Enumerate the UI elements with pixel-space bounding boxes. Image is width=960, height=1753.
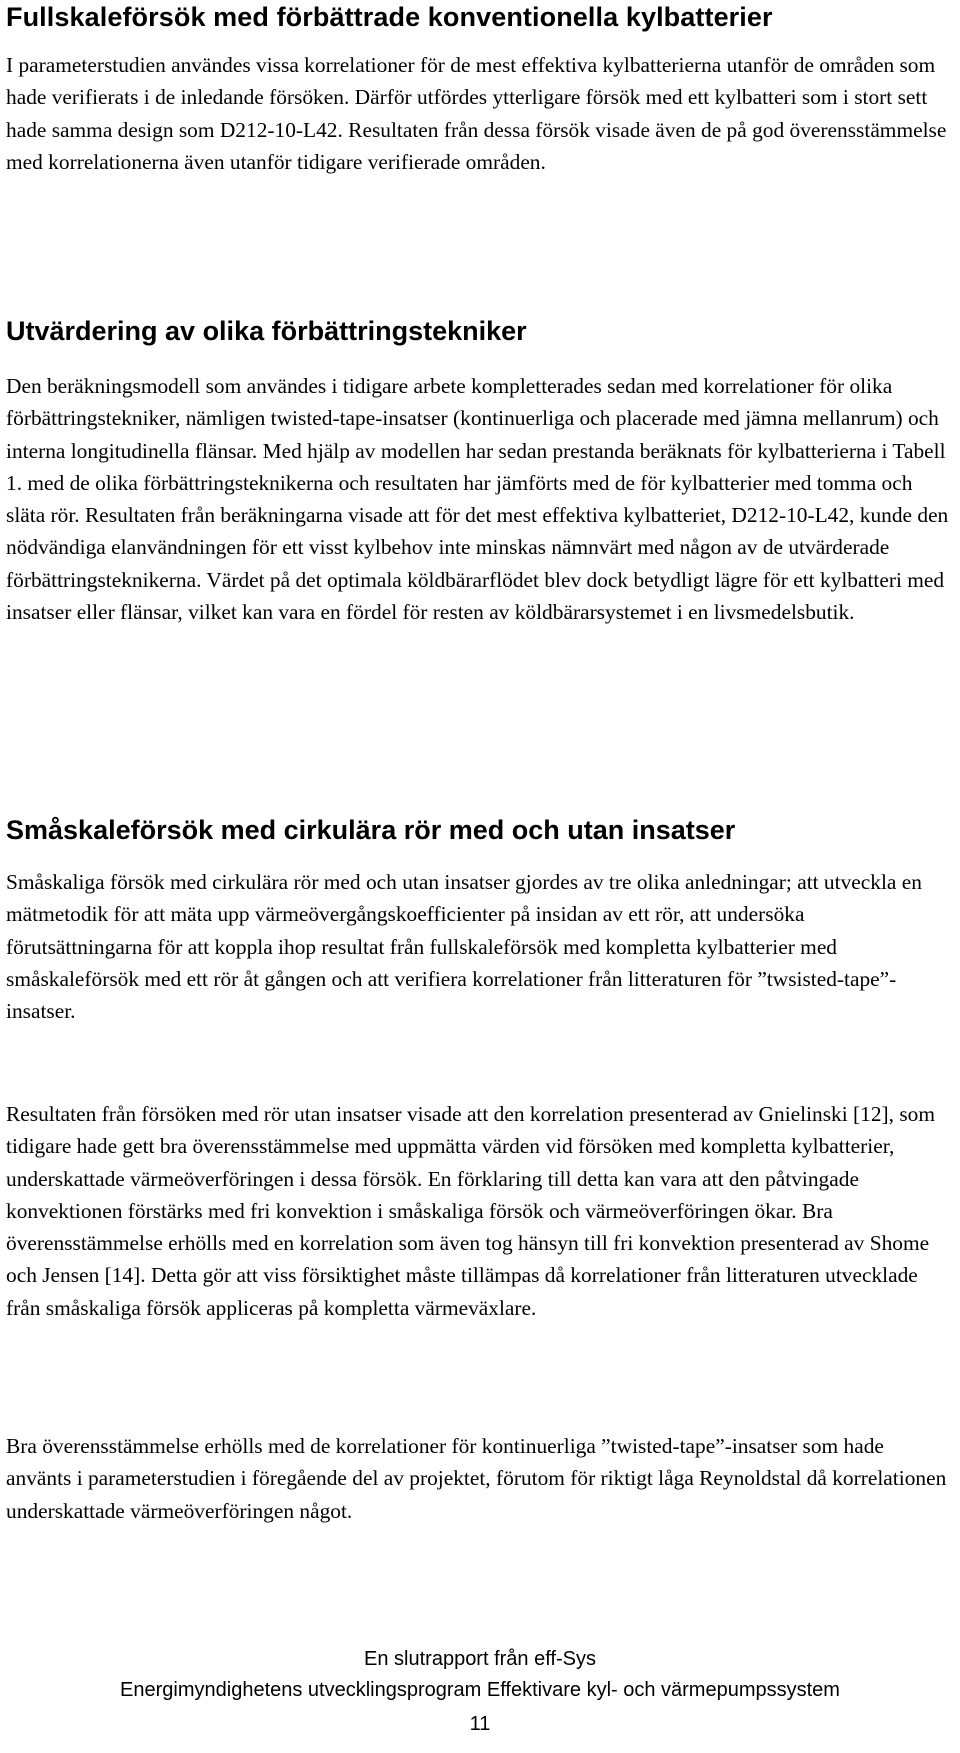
footer-report-title: En slutrapport från eff-Sys — [364, 1648, 596, 1670]
paragraph-full-scale: I parameterstudien användes vissa korrelationer för de mest effektiva kylbatterierna utanför de områden som hade verifierats i de inledande försöken. Därför utfördes ytterligare försök med ett kylbatteri som i stort sett hade samma design som D212-10-L42. Resultaten från dessa försök visade även de på god överensstämmelse med korrelationerna även utanför tidigare verifierade områden. — [6, 53, 947, 174]
page-number: 11 — [469, 1713, 491, 1735]
section-heading-small-scale: Småskaleförsök med cirkulära rör med och utan insatser — [6, 815, 736, 845]
paragraph-small-scale-1: Småskaliga försök med cirkulära rör med och utan insatser gjordes av tre olika anledningar; att utveckla en mätmetodik för att mäta upp värmeövergångskoefficienter på insidan av ett rör, att undersöka förutsättningarna för att koppla ihop resultat från fullskaleförsök med kompletta kylbatterier med småskaleförsök med ett rör åt gången och att verifiera korrelationer från litteraturen för ”twsisted-tape”-insatser. — [6, 870, 922, 1024]
section-heading-full-scale: Fullskaleförsök med förbättrade konventionella kylbatterier — [6, 2, 773, 32]
footer-program-name: Energimyndighetens utvecklingsprogram Effektivare kyl- och värmepumpssystem — [120, 1679, 840, 1701]
paragraph-evaluation: Den beräkningsmodell som användes i tidigare arbete kompletterades sedan med korrelationer för olika förbättringstekniker, nämligen twisted-tape-insatser (kontinuerliga och placerade med jämna mellanrum) och interna longitudinella flänsar. Med hjälp av modellen har sedan prestanda beräknats för kylbatterierna i Tabell 1. med de olika förbättringsteknikerna och resultaten har jämförts med de för kylbatterier med tomma och släta rör. Resultaten från beräkningarna visade att för det mest effektiva kylbatteriet, D212-10-L42, kunde den nödvändiga elanvändningen för ett visst kylbehov inte minskas nämnvärt med någon av de utvärderade förbättringsteknikerna. Värdet på det optimala köldbärarflödet blev dock betydligt lägre för ett kylbatteri med insatser eller flänsar, vilket kan vara en fördel för resten av köldbärarsystemet i en livsmedelsbutik. — [6, 374, 949, 625]
section-heading-evaluation: Utvärdering av olika förbättringstekniker — [6, 316, 527, 346]
paragraph-small-scale-2: Resultaten från försöken med rör utan insatser visade att den korrelation presenterad av Gnielinski [12], som tidigare hade gett bra överensstämmelse med uppmätta värden vid försöken med kompletta kylbatterier, underskattade värmeöverföringen i dessa försök. En förklaring till detta kan vara att den påtvingade konvektionen förstärks med fri konvektion i småskaliga försök och värmeöverföringen ökar. Bra överensstämmelse erhölls med en korrelation som även tog hänsyn till fri konvektion presenterad av Shome och Jensen [14]. Detta gör att viss försiktighet måste tillämpas då korrelationer från litteraturen utvecklade från småskaliga försök appliceras på kompletta värmeväxlare. — [6, 1102, 936, 1320]
paragraph-small-scale-3: Bra överensstämmelse erhölls med de korrelationer för kontinuerliga ”twisted-tape”-insatser som hade använts i parameterstudien i föregående del av projektet, förutom för riktigt låga Reynoldstal då korrelationen underskattade värmeöverföringen något. — [6, 1434, 947, 1523]
